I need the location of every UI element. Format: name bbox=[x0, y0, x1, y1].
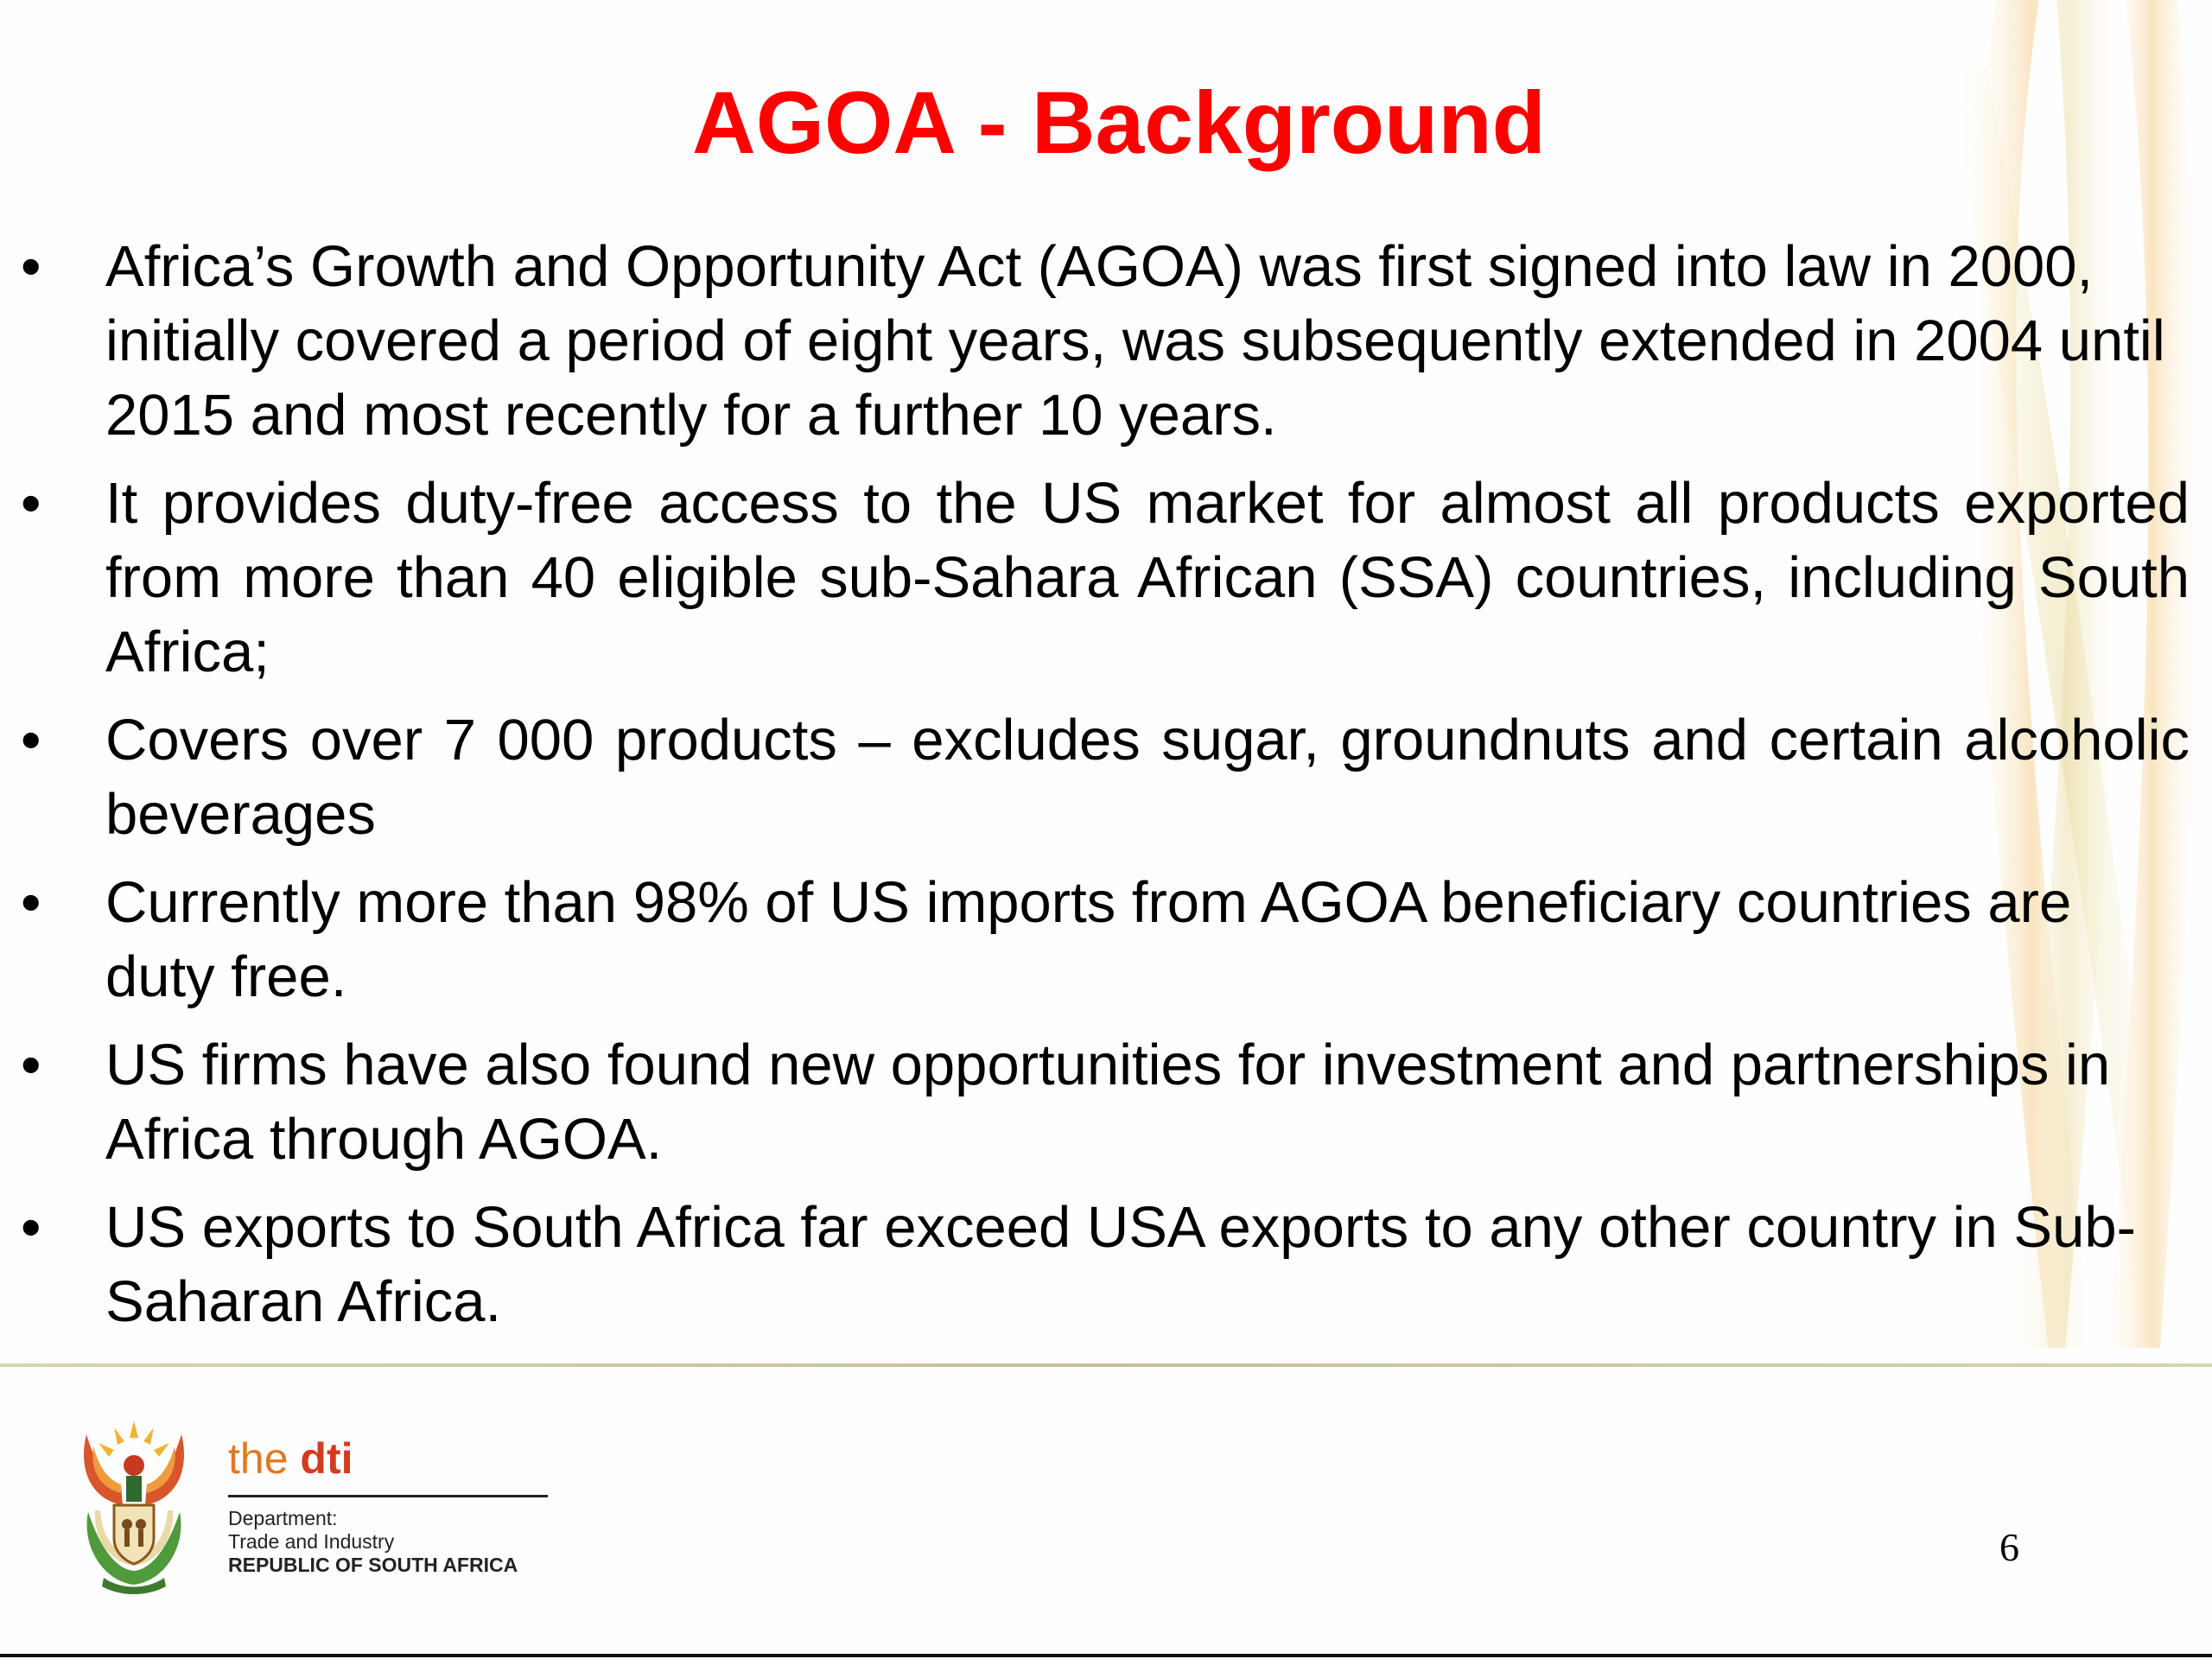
bullet-text: Covers over 7 000 products – excludes sugar, groundnuts and certain alcoholic beverages bbox=[105, 708, 2190, 847]
bullet-item bbox=[21, 703, 2190, 852]
dti-logo-text bbox=[228, 1433, 353, 1484]
page-number: 6 bbox=[1999, 1525, 2019, 1569]
slide-title: AGOA - Background bbox=[692, 73, 1546, 172]
dti-logo-name: dti bbox=[300, 1434, 353, 1483]
dti-logo-the: the bbox=[228, 1434, 289, 1483]
bullet-item bbox=[21, 467, 2190, 690]
bullet-marker: • bbox=[21, 1195, 41, 1260]
bottom-border bbox=[0, 1654, 2212, 1657]
department-name bbox=[228, 1507, 518, 1577]
bullet-text: US exports to South Africa far exceed USA exports to any other country in Sub-Saharan Africa. bbox=[105, 1195, 2136, 1334]
bullet-item bbox=[21, 1191, 2190, 1339]
bullet-text: US firms have also found new opportunities for investment and partnerships in Africa through AGOA. bbox=[105, 1033, 2111, 1172]
bullet-item bbox=[21, 230, 2190, 453]
bullet-list bbox=[21, 230, 2190, 1353]
bullet-marker: • bbox=[21, 1033, 41, 1097]
bullet-item bbox=[21, 1028, 2190, 1177]
bullet-text: Currently more than 98% of US imports from AGOA beneficiary countries are duty free. bbox=[105, 870, 2072, 1009]
bullet-marker: • bbox=[21, 471, 41, 536]
bullet-text: Africa’s Growth and Opportunity Act (AGOA) was first signed into law in 2000, initially covered a period of eight years, was subsequently extended in 2004 until 2015 and most recently for a further 10 years. bbox=[105, 234, 2165, 448]
department-line-2: Trade and Industry bbox=[228, 1530, 395, 1553]
bullet-marker: • bbox=[21, 870, 41, 935]
department-line-1: Department: bbox=[228, 1507, 338, 1529]
bullet-marker: • bbox=[21, 708, 41, 772]
bullet-item bbox=[21, 866, 2190, 1014]
department-line-3: REPUBLIC OF SOUTH AFRICA bbox=[228, 1554, 518, 1576]
coat-of-arms-icon bbox=[69, 1408, 199, 1599]
bullet-marker: • bbox=[21, 234, 41, 299]
bullet-text: It provides duty-free access to the US market for almost all products exported from more than 40 eligible sub-Sahara African (SSA) countries, including South Africa; bbox=[105, 471, 2190, 684]
logo-divider bbox=[228, 1495, 548, 1497]
footer-divider bbox=[0, 1363, 2212, 1367]
